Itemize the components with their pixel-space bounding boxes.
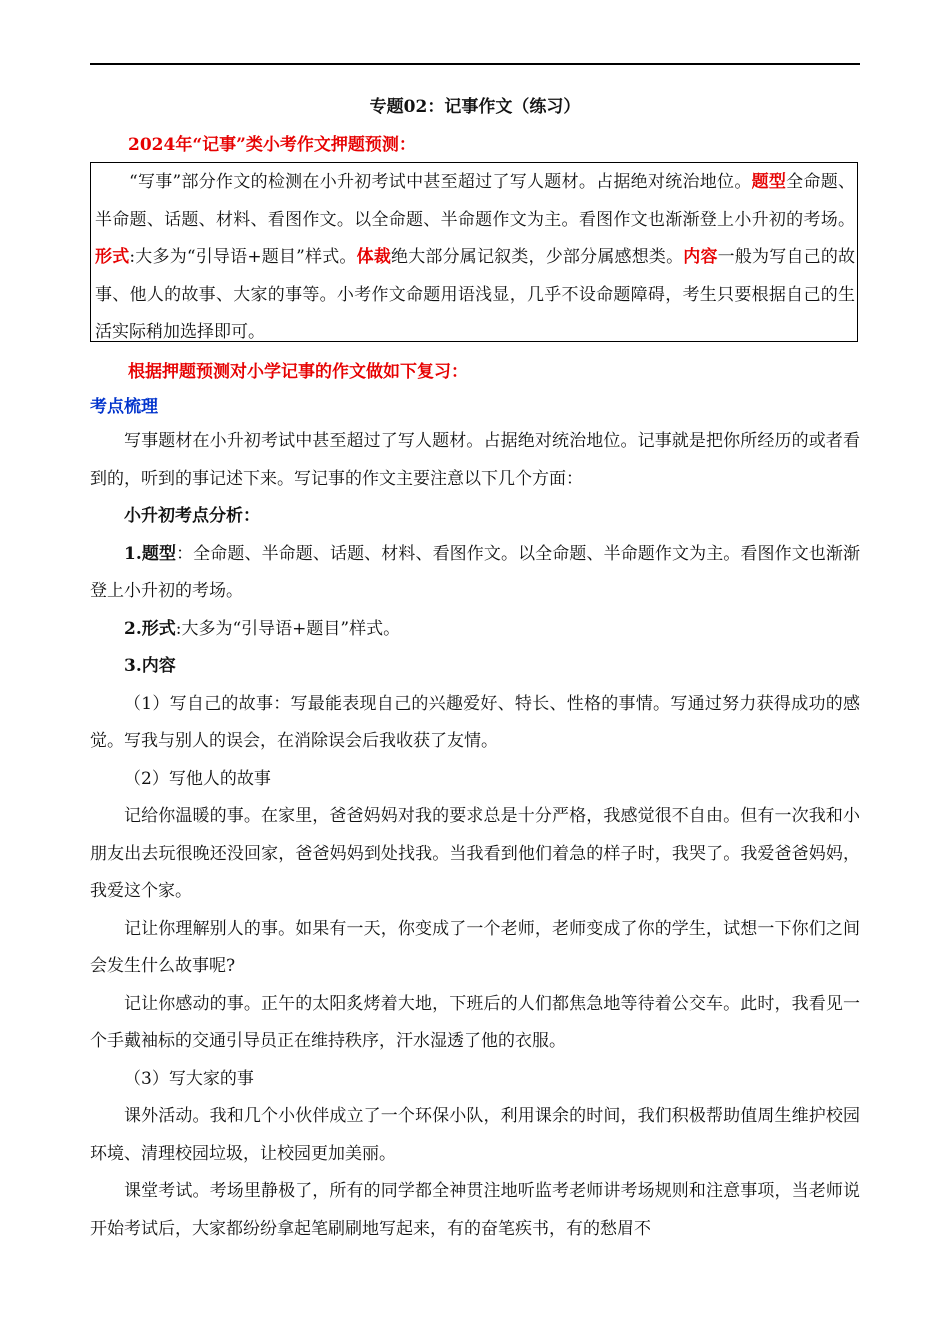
- item-2-text: :大多为“引导语+题目”样式。: [175, 618, 401, 639]
- item-3-label: 3.内容: [124, 656, 176, 676]
- keyword-genre: 体裁: [356, 247, 392, 267]
- item-2-label: 2.形式: [124, 618, 176, 639]
- item-2: [90, 611, 860, 649]
- intro-paragraph: 写事题材在小升初考试中甚至超过了写人题材。占据绝对统治地位。记事就是把你所经历的或者看到的，听到的事记述下来。写记事的作文主要注意以下几个方面：: [90, 431, 860, 489]
- item-1-label: 1.题型: [124, 543, 177, 564]
- box-text-3: :大多为“引导语+题目”样式。: [129, 247, 357, 267]
- header-rule: [90, 63, 860, 65]
- keyword-form: 形式: [95, 247, 130, 267]
- sub-item-1: （1）写自己的故事：写最能表现自己的兴趣爱好、特长、性格的事情。写通过努力获得成功的感觉。写我与别人的误会，在消除误会后我收获了友情。: [90, 693, 860, 751]
- body-text: [90, 423, 860, 1248]
- review-heading: 根据押题预测对小学记事的作文做如下复习：: [128, 362, 468, 382]
- sub-item-3: （3）写大家的事: [124, 1068, 254, 1089]
- keyword-content: 内容: [683, 247, 718, 267]
- paragraph-understand: 记让你理解别人的事。如果有一天，你变成了一个老师，老师变成了你的学生，试想一下你们之间会发生什么故事呢?: [90, 918, 860, 976]
- item-1-text: ：全命题、半命题、话题、材料、看图作文。以全命题、半命题作文为主。看图作文也渐渐登上小升初的考场。: [90, 543, 861, 601]
- prediction-heading: 2024年“记事”类小考作文押题预测：: [128, 135, 416, 155]
- page-title: 专题02：记事作文（练习）: [369, 97, 581, 117]
- box-text-5: 一般为写自己的故事、他人的故事、大家的事等。小考作文命题用语浅显，几乎不设命题障碍，考生只要根据自己的生活实际稍加选择即可。: [95, 247, 856, 342]
- paragraph-moved: 记让你感动的事。正午的太阳炙烤着大地，下班后的人们都焦急地等待着公交车。此时，我看见一个手戴袖标的交通引导员正在维持秩序，汗水湿透了他的衣服。: [90, 993, 860, 1051]
- paragraph-warm: 记给你温暖的事。在家里，爸爸妈妈对我的要求总是十分严格，我感觉很不自由。但有一次我和小朋友出去玩很晚还没回家，爸爸妈妈到处找我。当我看到他们着急的样子时，我哭了。我爱爸爸妈妈，我爱这个家。: [90, 806, 860, 901]
- box-text-1: “写事”部分作文的检测在小升初考试中甚至超过了写人题材。占据绝对统治地位。: [129, 172, 752, 192]
- item-1: [90, 536, 860, 611]
- paragraph-exam: 课堂考试。考场里静极了，所有的同学都全神贯注地听监考老师讲考场规则和注意事项，当老师说开始考试后，大家都纷纷拿起笔刷刷地写起来，有的奋笔疾书，有的愁眉不: [90, 1181, 860, 1239]
- box-text-4: 绝大部分属记叙类，少部分属感想类。: [391, 247, 684, 267]
- sub-item-2: （2）写他人的故事: [124, 768, 271, 789]
- paragraph-activity: 课外活动。我和几个小伙伴成立了一个环保小队，利用课余的时间，我们积极帮助值周生维护校园环境、清理校园垃圾，让校园更加美丽。: [90, 1106, 860, 1164]
- keyword-type: 题型: [751, 172, 787, 192]
- analysis-heading: 小升初考点分析：: [124, 506, 260, 526]
- box-text-2: 全命题、半命题、话题、材料、看图作文。以全命题、半命题作文为主。看图作文也渐渐登上小升初的考场。: [95, 172, 856, 230]
- section-heading: 考点梳理: [90, 397, 158, 417]
- prediction-box: [90, 162, 858, 342]
